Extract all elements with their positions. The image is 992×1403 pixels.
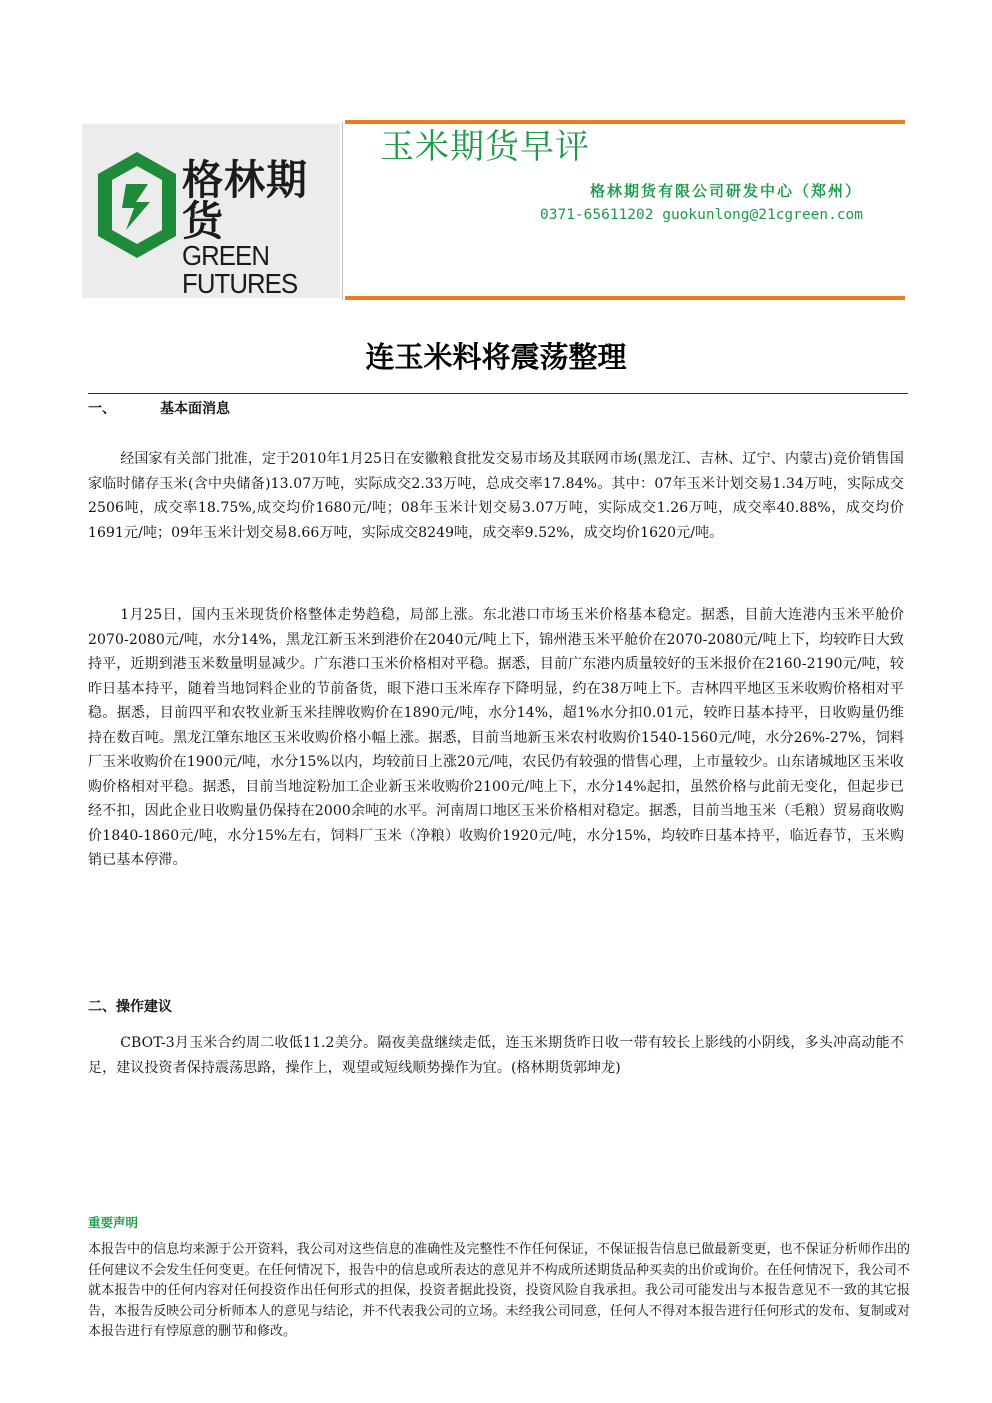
header-top-rule	[345, 120, 905, 124]
disclaimer-text: 本报告中的信息均来源于公开资料，我公司对这些信息的准确性及完整性不作任何保证，不保证报告信息已做最新变更，也不保证分析师作出的任何建议不会发生任何变更。在任何情况下，报告中的信息或所表达的意见并不构成所述期货品种买卖的出价或询价。在任何情况下，我公司不就本报告中的任何内容对任何投资作出任何形式的担保，投资者据此投资，投资风险自我承担。我公司可能发出与本报告意见不一致的其它报告，本报告反映公司分析师本人的意见与结论，并不代表我公司的立场。未经我公司同意，任何人不得对本报告进行任何形式的发布、复制或对本报告进行有悖原意的删节和修改。	[88, 1242, 910, 1339]
document-title: 连玉米料将震荡整理	[365, 340, 627, 374]
header-divider	[342, 122, 343, 300]
report-series-title: 玉米期货早评	[380, 127, 590, 167]
green-futures-logo-icon	[96, 150, 178, 260]
logo-english-name: GREEN FUTURES	[182, 240, 298, 299]
paragraph-auction: 经国家有关部门批准，定于2010年1月25日在安徽粮食批发交易市场及其联网市场(黑龙江、吉林、辽宁、内蒙古)竞价销售国家临时储存玉米(含中央储备)13.07万吨，实际成交2.33万吨，总成交率17.84%。其中：07年玉米计划交易1.34万吨，实际成交2506吨，成交率18.75%,成交均价1680元/吨；08年玉米计划交易3.07万吨，实际成交1.26万吨，成交率40.88%，成交均价1691元/吨；09年玉米计划交易8.66万吨，实际成交8249吨，成交率9.52%，成交均价1620元/吨。	[88, 451, 904, 541]
header-bottom-rule	[345, 296, 905, 300]
paragraph-operation-advice: CBOT-3月玉米合约周二收低11.2美分。隔夜美盘继续走低，连玉米期货昨日收一带有较长上影线的小阴线，多头冲高动能不足，建议投资者保持震荡思路，操作上，观望或短线顺势操作为宜。(格林期货郭坤龙)	[88, 1035, 904, 1076]
company-logo	[82, 124, 340, 298]
section-2-heading: 二、操作建议	[88, 999, 172, 1015]
section-1-number: 一、	[88, 401, 116, 417]
organization-name: 格林期货有限公司研发中心（郑州）	[590, 182, 863, 200]
section-1-heading: 基本面消息	[160, 401, 230, 417]
contact-info: 0371-65611202 guokunlong@21cgreen.com	[540, 207, 864, 223]
paragraph-spot-market: 1月25日，国内玉米现货价格整体走势趋稳，局部上涨。东北港口市场玉米价格基本稳定。据悉，目前大连港内玉米平舱价2070-2080元/吨，水分14%，黑龙江新玉米到港价在2040元/吨上下，锦州港玉米平舱价在2070-2080元/吨上下，均较昨日大致持平，近期到港玉米数量明显减少。广东港口玉米价格相对平稳。据悉，目前广东港内质量较好的玉米报价在2160-2190元/吨，较昨日基本持平，随着当地饲料企业的节前备货，眼下港口玉米库存下降明显，约在38万吨上下。吉林四平地区玉米收购价格相对平稳。据悉，目前四平和农牧业新玉米挂牌收购价在1890元/吨，水分14%，超1%水分扣0.01元，较昨日基本持平，日收购量仍维持在数百吨。黑龙江肇东地区玉米收购价格小幅上涨。据悉，目前当地新玉米农村收购价1540-1560元/吨，水分26%-27%，饲料厂玉米收购价在1900元/吨，水分15%以内，均较前日上涨20元/吨，农民仍有较强的惜售心理，上市量较少。山东诸城地区玉米收购价格相对平稳。据悉，目前当地淀粉加工企业新玉米收购价2100元/吨上下，水分14%起扣，虽然价格与此前无变化，但起步已经不扣，因此企业日收购量仍保持在2000余吨的水平。河南周口地区玉米价格相对稳定。据悉，目前当地玉米（毛粮）贸易商收购价1840-1860元/吨，水分15%左右，饲料厂玉米（净粮）收购价1920元/吨，水分15%，均较昨日基本持平，临近春节，玉米购销已基本停滞。	[88, 607, 904, 868]
title-underline	[88, 393, 908, 394]
logo-chinese-name: 格林期货	[182, 156, 308, 245]
disclaimer-title: 重要声明	[88, 1215, 139, 1230]
